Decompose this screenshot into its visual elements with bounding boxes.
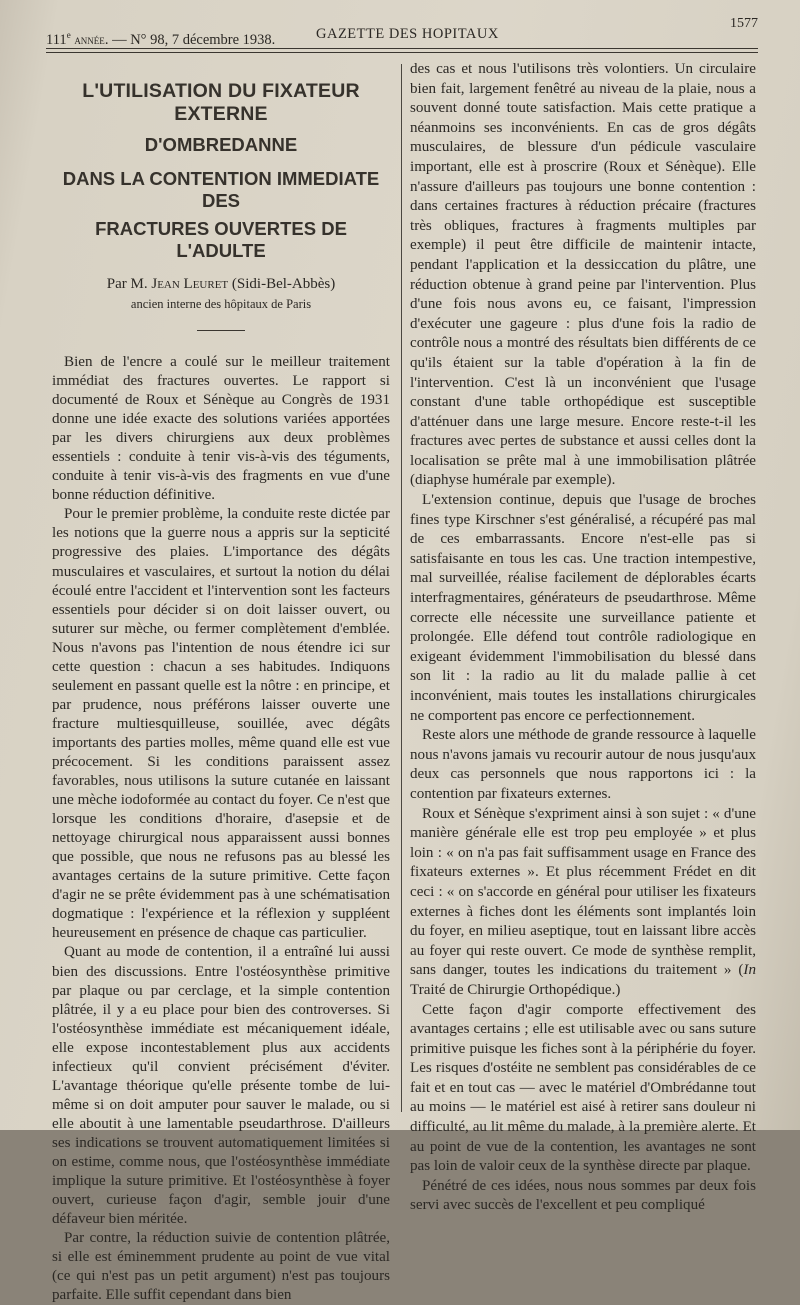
article-title-line-3: DANS LA CONTENTION IMMEDIATE DES: [62, 168, 380, 211]
paragraph: Par contre, la réduction suivie de contention plâtrée, si elle est éminemment prudente au point de vue vital (ce qui n'est pas un petit argument) n'est pas toujours parfaite. Elle suffit cependant dans bien: [52, 1230, 390, 1304]
author-line: Par M. Jean Leuret (Sidi-Bel-Abbès): [106, 276, 336, 292]
article-title-line-4: FRACTURES OUVERTES DE L'ADULTE: [95, 218, 347, 261]
header-rule: [46, 48, 758, 49]
running-header: [46, 16, 758, 46]
article-title-line-2: D'OMBREDANNE: [144, 134, 298, 155]
paragraph: Quant au mode de contention, il a entraîné lui aussi bien des discussions. Entre l'ostéosynthèse primitive par plaque ou par cerclage, et la simple contention plâtrée, il y a eu place pour bien des controverses. Si l'ostéosynthèse immédiate est mécaniquement idéale, elle expose incontestablement plus aux accidents infectieux qu'il convient précisément d'éviter. L'avantage théorique qu'elle présente tombe de lui-même si on doit amputer pour sauver le malade, ou si elle aboutit à une lamentable pseudarthrose. D'ailleurs ses indications se trouvent automatiquement limitées si on estime, comme nous, que l'ostéosynthèse immédiate implique la suture primitive. Et l'ostéosynthèse à foyer ouvert, curieuse façon d'agir, semble jouir d'une défaveur bien méritée.: [52, 944, 390, 1228]
issue-info: 111e année. — N° 98, 7 décembre 1938.: [46, 30, 276, 48]
article-title-line-1: L'UTILISATION DU FIXATEUR EXTERNE: [82, 80, 360, 125]
header-rule-double: [46, 52, 758, 53]
paragraph: Pénétré de ces idées, nous nous sommes par deux fois servi avec succès de l'excellent et peu compliqué: [410, 1177, 756, 1214]
citation-italic: In: [743, 962, 756, 979]
left-body: [52, 353, 390, 1305]
journal-name: GAZETTE DES HOPITAUX: [316, 26, 499, 42]
author-name: Jean Leuret: [151, 276, 229, 292]
paragraph: des cas et nous l'utilisons très volontiers. Un circulaire bien fait, largement fenêtré au niveau de la plaie, nous a souvent donné toute satisfaction. Mais cette pratique a néanmoins ses inconvénients. En cas de gros dégâts musculaires, de blessure d'un pédicule vasculaire important, elle est à proscrire (Roux et Sénèque). Elle n'assure d'ailleurs pas toujours une bonne contention : dans certaines fractures à réduction précaire (fractures très obliques, fractures à fragments multiples par exemple) il peut être difficile de maintenir intacte, pendant l'application et la dessiccation du plâtre, une réduction obtenue à grand peine par l'intervention. Plus d'une fois nous avons eu, ce faisant, l'impression d'exécuter une gageure : plus d'une fois la radio de contrôle nous a montré des résultats bien différents de ce qu'ils étaient sur la table d'opération à la fin de l'intervention. C'est là un inconvénient que l'usage constant d'une table orthopédique est susceptible d'atténuer dans une large mesure. Encore reste-t-il les fractures avec pertes de substance et aussi celles dont la localisation se prête mal à une immobilisation plâtrée (diaphyse humérale par exemple).: [410, 61, 756, 489]
paragraph: Bien de l'encre a coulé sur le meilleur traitement immédiat des fractures ouvertes. Le rapport si documenté de Roux et Sénèque au Congrès de 1931 donne une idée exacte des solutions variées apportées par les divers chirurgiens aux deux problèmes essentiels : conduite à tenir vis-à-vis des téguments, conduite à tenir vis-à-vis des fragments en vue d'une bonne réduction définitive.: [52, 354, 390, 504]
title-separator: [197, 330, 245, 331]
paragraph: Reste alors une méthode de grande ressource à laquelle nous n'avons jamais vu recourir autour de nous jusqu'aux deux cas personnels que nous rapportons ici : la contention par fixateurs externes.: [410, 727, 756, 802]
paragraph: Roux et Sénèque s'expriment ainsi à son sujet : « d'une manière générale elle est trop peu employée » et plus loin : « on n'a pas fait suffisamment usage en France des fixateurs externes ». Et plus récemment Frédet en dit ceci : « on s'accorde en général pour utiliser les fixateurs externes à fiches dont les éléments sont implantés loin du foyer, en milieu aseptique, tout en laissant libre accès au foyer qui reste ouvert. Ce mode de synthèse remplit, sans danger, toutes les indications du traitement » (In Traité de Chirurgie Orthopédique.): [410, 805, 756, 998]
page-number: 1577: [730, 16, 758, 31]
paragraph: Pour le premier problème, la conduite reste dictée par les notions que la guerre nous a appris sur la septicité progressive des plaies. L'importance des dégâts musculaires et vasculaires, et surtout la notion du délai écoulé entre l'accident et l'intervention sont les facteurs essentiels pour décider si on doit laisser ouvert, ou suturer sur mèche, ou fermer complètement d'emblée. Nous n'avons pas l'intention de nous étendre ici sur cette question : chacun a ses habitudes. Indiquons seulement en passant quelle est la nôtre : en principe, et par prudence, nous préférons laisser ouverte une fracture multiesquilleuse, souillée, avec dégâts importants des parties molles, même quand elle est vue précocement. Si les conditions paraissent assez favorables, nous utilisons la suture cutanée en laissant une mèche iodoformée au contact du foyer. Ce n'est que lorsque les conditions d'horaire, d'asepsie et de nettoyage chirurgical nous apparaissent aussi bonnes que possible, que nous ne refusons pas au blessé les avantages certains de la suture primitive. Cette façon d'agir ne se prête évidemment pas à une schématisation dogmatique : l'expérience et la réflexion y suppléent heureusement en présence de chaque cas particulier.: [52, 506, 391, 942]
paragraph: L'extension continue, depuis que l'usage de broches fines type Kirschner s'est généralisé, a récupéré pas mal de ces embarrassants. Encore n'est-elle pas si satisfaisante en tous les cas. Une traction intempestive, mal surveillée, réalise facilement de déplorables écarts interfragmentaires, générateurs de pseudarthrose. Même correcte elle nécessite une surveillance patiente et prolongée. Elle défend tout contrôle radiologique en exigeant évidemment l'immobilisation du blessé dans son lit : la radio au lit du malade pallie à cet inconvénient, mais toutes les installations chirurgicales ne comportent pas encore ce perfectionnement.: [410, 492, 756, 724]
paragraph: Cette façon d'agir comporte effectivement des avantages certains ; elle est utilisable avec ou sans suture primitive puisque les fiches sont à la périphérie du foyer. Les risques d'ostéite ne semblent pas considérables de ce fait et en tout cas — avec le matériel d'Ombrédanne tout au moins — le matériel est aisé à retirer sans douleur ni difficulté, au lit même du malade, à la première alerte. Et au point de vue de la contention, les avantages ne sont pas loin de valoir ceux de la synthèse directe par plaque.: [410, 1001, 756, 1175]
right-column: [410, 60, 756, 1216]
column-divider: [401, 64, 402, 1112]
author-affiliation: ancien interne des hôpitaux de Paris: [130, 297, 312, 311]
left-column: [52, 62, 390, 1305]
citation-title: Traité de Chirurgie Orthopédique.): [410, 981, 621, 998]
